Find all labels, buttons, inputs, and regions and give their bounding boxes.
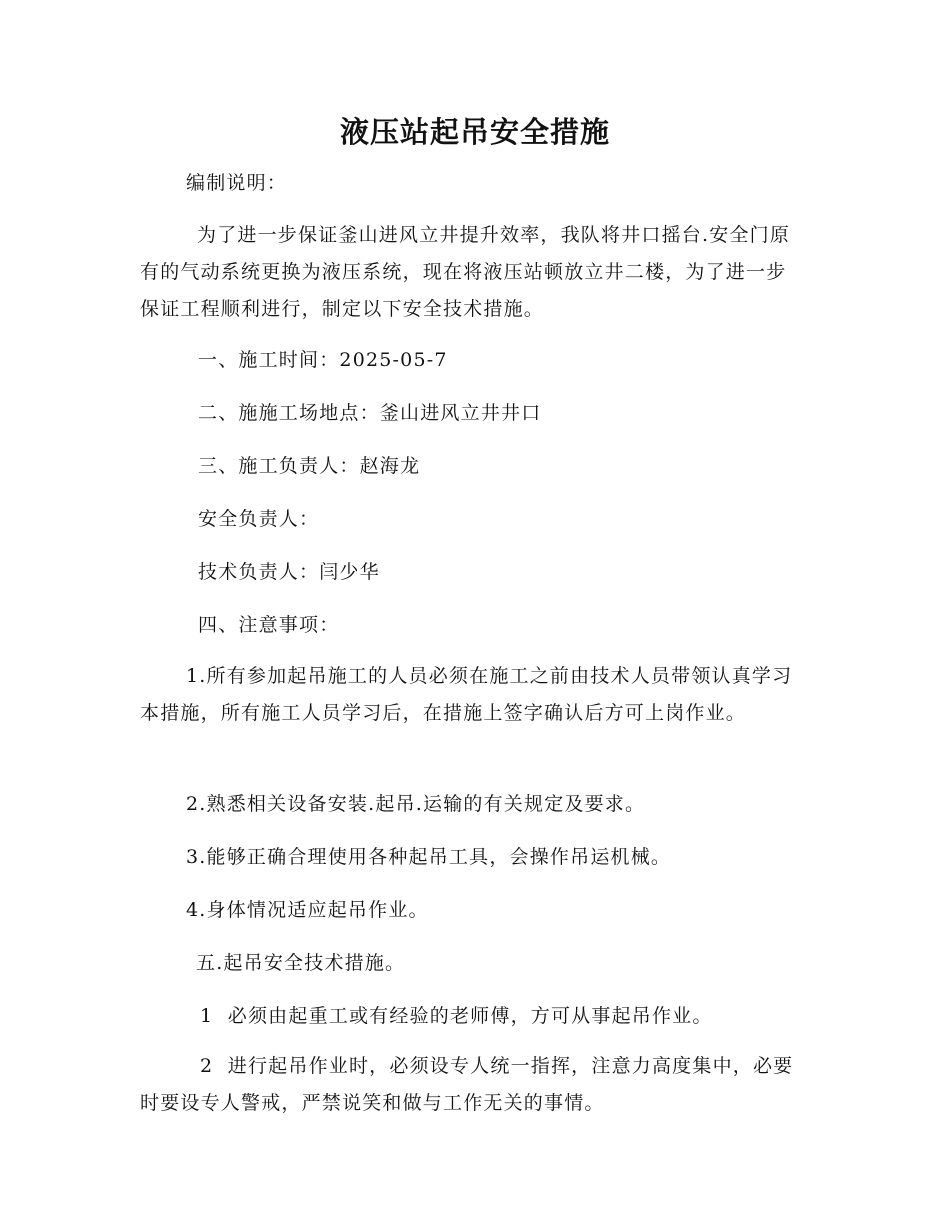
- construction-time: 一、施工时间：2025-05-7: [198, 349, 448, 371]
- measure-1: 1 必须由起重工或有经验的老师傅，方可从事起吊作业。: [200, 1005, 713, 1027]
- intro-paragraph: 为了进一步保证釜山进风立井提升效率，我队将井口摇台.安全门原有的气动系统更换为液压系统，现在将液压站顿放立井二楼，为了进一步保证工程顺利进行，制定以下安全技术措施。: [140, 224, 791, 320]
- measure-2: 2 进行起吊作业时，必须设专人统一指挥，注意力高度集中，必要时要设专人警戒，严禁说笑和做与工作无关的事情。: [140, 1055, 794, 1114]
- note-4: 4.身体情况适应起吊作业。: [186, 899, 429, 921]
- note-3: 3.能够正确合理使用各种起吊工具，会操作吊运机械。: [186, 846, 672, 868]
- safety-leader: 安全负责人：: [198, 508, 320, 530]
- preparation-heading: 编制说明：: [186, 172, 288, 194]
- technical-leader: 技术负责人：闫少华: [198, 561, 380, 583]
- notes-heading: 四、注意事项：: [198, 614, 340, 636]
- note-1: 1.所有参加起吊施工的人员必须在施工之前由技术人员带领认真学习本措施，所有施工人员学习后，在措施上签字确认后方可上岗作业。: [140, 665, 793, 724]
- measures-heading: 五.起吊安全技术措施。: [196, 952, 406, 974]
- construction-leader: 三、施工负责人：赵海龙: [198, 455, 421, 477]
- note-2: 2.熟悉相关设备安装.起吊.运输的有关规定及要求。: [186, 793, 646, 815]
- construction-site: 二、施施工场地点：釜山进风立井井口: [198, 402, 542, 424]
- document-title: 液压站起吊安全措施: [339, 115, 610, 149]
